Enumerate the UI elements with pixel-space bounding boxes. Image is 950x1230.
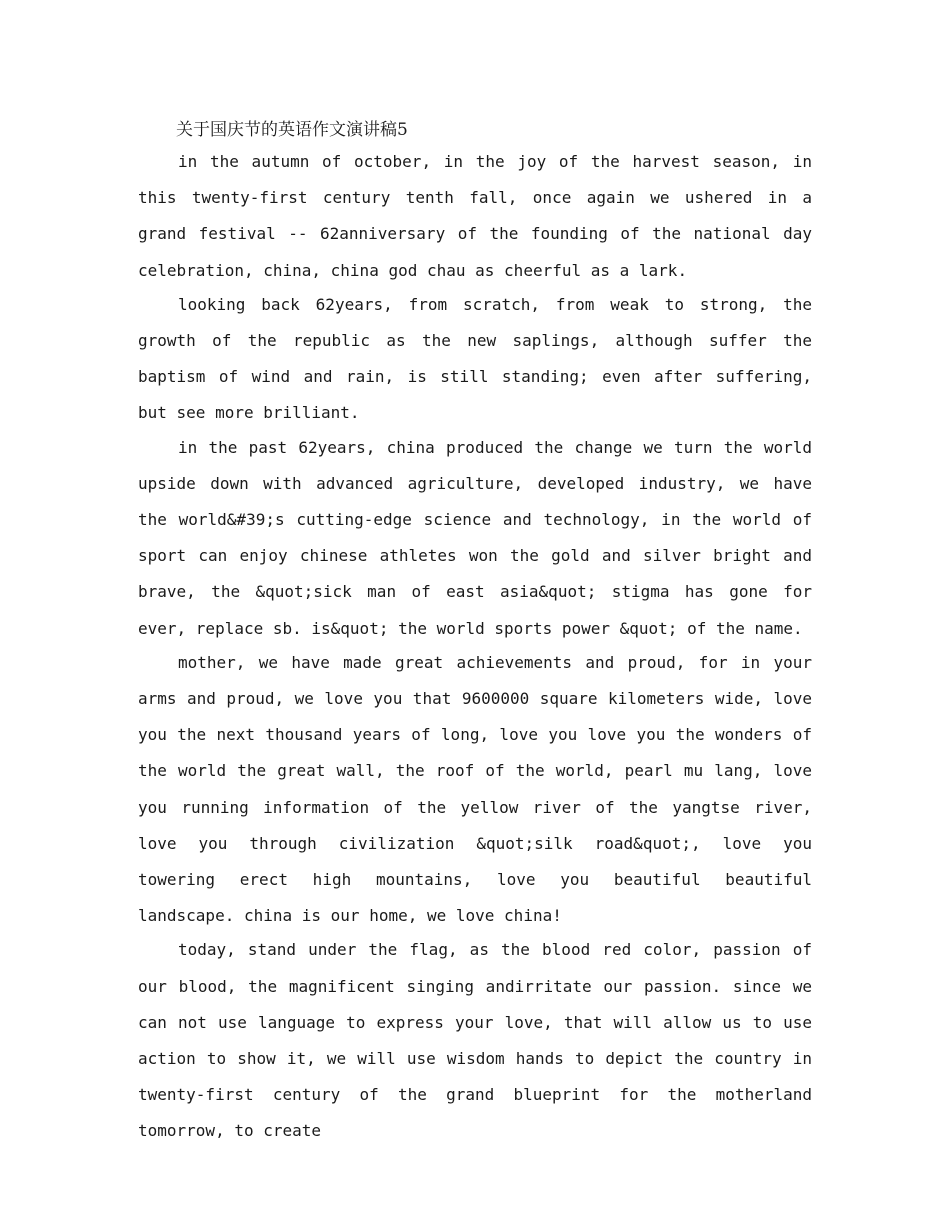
paragraph-5: today, stand under the flag, as the blood red color, passion of our blood, the magnificent singing andirritate our passion. since we can not use language to express your love, that will allow us to use action to show it, we will use wisdom hands to depict the country in twenty-first century of the grand blueprint for the motherland tomorrow, to create: [138, 940, 812, 1141]
document-title: 关于国庆节的英语作文演讲稿5: [176, 120, 408, 140]
paragraph-1: in the autumn of october, in the joy of the harvest season, in this twenty-first century tenth fall, once again we ushered in a grand festival -- 62anniversary of the founding of the national day celebration, china, china god chau as cheerful as a lark.: [138, 152, 812, 280]
paragraph-4: mother, we have made great achievements and proud, for in your arms and proud, we love you that 9600000 square kilometers wide, love you the next thousand years of long, love you love you the wonders of the world the great wall, the roof of the world, pearl mu lang, love you running information of the yellow river of the yangtse river, love you through civilization &quot;silk road&quot;, love you towering erect high mountains, love you beautiful beautiful landscape. china is our home, we love china!: [138, 652, 812, 926]
paragraph-2: looking back 62years, from scratch, from weak to strong, the growth of the republic as the new saplings, although suffer the baptism of wind and rain, is still standing; even after suffering, but see more brilliant.: [138, 294, 812, 423]
document-body: [138, 114, 812, 1148]
paragraph-3: in the past 62years, china produced the change we turn the world upside down with advanced agriculture, developed industry, we have the world&#39;s cutting-edge science and technology, in the world of sport can enjoy chinese athletes won the gold and silver bright and brave, the &quot;sick man of east asia&quot; stigma has gone for ever, replace sb. is&quot; the world sports power &quot; of the name.: [138, 437, 812, 638]
